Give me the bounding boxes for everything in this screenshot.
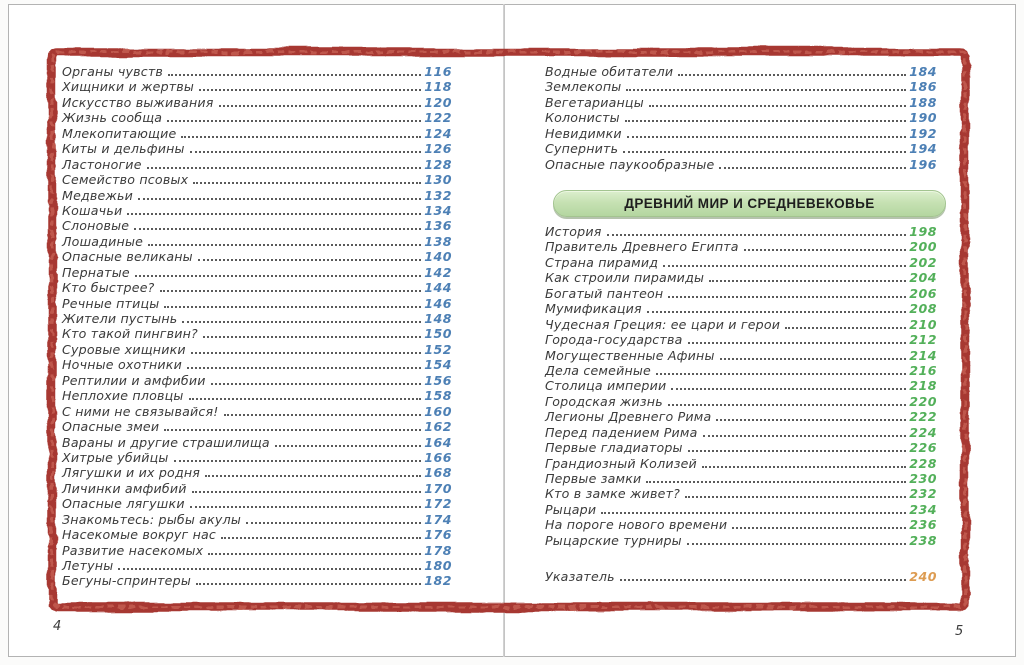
- toc-entry-title: Правитель Древнего Египта: [545, 239, 739, 255]
- toc-entry: [62, 342, 452, 357]
- toc-entry-title: Лягушки и их родня: [62, 465, 201, 481]
- toc-entry-page: 222: [909, 409, 937, 425]
- toc-entry-title: Бегуны-спринтеры: [62, 573, 191, 589]
- dot-leader: [190, 151, 422, 153]
- toc-entry-page: 182: [424, 573, 452, 589]
- toc-entry: [545, 517, 937, 532]
- toc-entry: [62, 141, 452, 156]
- toc-entry-title: Как строили пирамиды: [545, 270, 705, 286]
- toc-entry-title: Города-государства: [545, 332, 683, 348]
- dot-leader: [187, 367, 421, 369]
- toc-entry-page: 124: [424, 125, 452, 141]
- dot-leader: [275, 445, 421, 447]
- toc-list-right-top: [545, 64, 937, 172]
- toc-entry: [62, 95, 452, 110]
- toc-entry-title: Указатель: [545, 569, 615, 584]
- toc-entry: [545, 95, 937, 110]
- dot-leader: [688, 342, 907, 344]
- toc-entry-page: 132: [424, 187, 452, 203]
- toc-entry-page: 156: [424, 372, 452, 388]
- dot-leader: [174, 460, 422, 462]
- toc-entry-page: 116: [424, 64, 452, 79]
- toc-entry: [545, 456, 937, 471]
- toc-entry-title: Суровые хищники: [62, 341, 186, 357]
- toc-entry-title: Дела семейные: [545, 362, 651, 378]
- toc-entry-title: Ластоногие: [62, 156, 142, 172]
- toc-entry: [62, 280, 452, 295]
- toc-entry-page: 178: [424, 542, 452, 558]
- dot-leader: [678, 74, 906, 76]
- toc-entry-page: 204: [909, 270, 937, 286]
- toc-entry-page: 180: [424, 558, 452, 573]
- toc-entry-page: 198: [909, 224, 937, 239]
- dot-leader: [709, 280, 906, 282]
- toc-entry-page: 128: [424, 156, 452, 172]
- dot-leader: [601, 512, 906, 514]
- dot-leader: [135, 275, 421, 277]
- toc-entry-title: Рыцарские турниры: [545, 532, 682, 548]
- toc-entry-page: 226: [909, 440, 937, 456]
- dot-leader: [148, 244, 421, 246]
- dot-leader: [647, 311, 906, 313]
- toc-entry-title: Органы чувств: [62, 64, 164, 79]
- toc-entry-title: Землекопы: [545, 79, 622, 95]
- toc-entry-title: Опасные великаны: [62, 249, 193, 265]
- toc-entry-page: 148: [424, 311, 452, 326]
- toc-entry-page: 142: [424, 264, 452, 280]
- toc-entry: [62, 496, 452, 511]
- toc-entry: [62, 157, 452, 172]
- dot-leader: [203, 336, 421, 338]
- toc-entry-title: Вараны и другие страшилища: [62, 434, 270, 450]
- toc-entry: [545, 79, 937, 94]
- toc-entry: [545, 569, 937, 584]
- toc-entry-page: 190: [909, 110, 937, 126]
- dot-leader: [211, 383, 422, 385]
- toc-entry-page: 192: [909, 125, 937, 141]
- dot-leader: [219, 105, 422, 107]
- toc-entry-title: Неплохие пловцы: [62, 388, 184, 404]
- toc-entry-page: 134: [424, 202, 452, 218]
- toc-entry: [62, 435, 452, 450]
- toc-entry-page: 186: [909, 79, 937, 95]
- toc-entry-page: 136: [424, 218, 452, 234]
- toc-entry-title: Кто такой пингвин?: [62, 326, 198, 342]
- toc-entry: [62, 188, 452, 203]
- dot-leader: [649, 105, 906, 107]
- folio-right: 5: [955, 624, 964, 639]
- toc-entry-page: 160: [424, 403, 452, 419]
- toc-entry: [62, 64, 452, 79]
- toc-entry-page: 174: [424, 511, 452, 527]
- dot-leader: [626, 89, 906, 91]
- toc-entry-page: 206: [909, 285, 937, 301]
- toc-entry-page: 154: [424, 357, 452, 373]
- toc-entry-title: Хитрые убийцы: [62, 449, 169, 465]
- toc-entry-title: Жители пустынь: [62, 311, 178, 326]
- toc-entry: [62, 249, 452, 264]
- toc-entry: [545, 378, 937, 393]
- toc-entry-page: 238: [909, 532, 937, 548]
- toc-entry-title: Супернить: [545, 141, 619, 157]
- toc-entry-title: Грандиозный Колизей: [545, 455, 697, 471]
- toc-entry: [545, 270, 937, 285]
- toc-entry-title: История: [545, 224, 602, 239]
- toc-entry: [545, 157, 937, 172]
- toc-list-left: [62, 64, 452, 589]
- toc-entry-page: 234: [909, 501, 937, 517]
- toc-entry-title: Невидимки: [545, 125, 622, 141]
- dot-leader: [192, 491, 422, 493]
- dot-leader: [199, 89, 421, 91]
- toc-entry-title: Рыцари: [545, 501, 597, 517]
- toc-entry-page: 118: [424, 79, 452, 95]
- toc-entry-title: Колонисты: [545, 110, 620, 126]
- toc-entry-title: Летуны: [62, 558, 114, 573]
- toc-entry-title: Первые гладиаторы: [545, 440, 683, 456]
- toc-entry: [62, 450, 452, 465]
- toc-entry-title: Богатый пантеон: [545, 285, 664, 301]
- toc-entry-title: Насекомые вокруг нас: [62, 527, 217, 543]
- toc-entry-title: Могущественные Афины: [545, 347, 715, 363]
- toc-entry: [62, 126, 452, 141]
- toc-entry-page: 220: [909, 393, 937, 409]
- toc-entry: [62, 203, 452, 218]
- toc-entry-title: Водные обитатели: [545, 64, 674, 79]
- dot-leader: [623, 151, 906, 153]
- toc-entry-title: Лошадиные: [62, 233, 144, 249]
- dot-leader: [127, 213, 421, 215]
- dot-leader: [720, 358, 907, 360]
- toc-entry-title: Медвежьи: [62, 187, 134, 203]
- toc-entry: [62, 573, 452, 588]
- toc-entry-page: 230: [909, 471, 937, 486]
- toc-entry-page: 170: [424, 480, 452, 496]
- toc-entry-title: Вегетарианцы: [545, 94, 644, 110]
- toc-entry: [62, 79, 452, 94]
- toc-entry-page: 130: [424, 172, 452, 188]
- toc-entry-page: 150: [424, 326, 452, 342]
- toc-entry-title: Развитие насекомых: [62, 542, 204, 558]
- dot-leader: [719, 167, 906, 169]
- toc-entry-page: 122: [424, 110, 452, 126]
- toc-entry: [545, 409, 937, 424]
- toc-entry: [62, 512, 452, 527]
- dot-leader: [193, 182, 421, 184]
- toc-entry-page: 224: [909, 424, 937, 440]
- dot-leader: [181, 136, 421, 138]
- toc-entry: [62, 172, 452, 187]
- toc-entry-title: Страна пирамид: [545, 254, 659, 270]
- toc-entry-title: Речные птицы: [62, 295, 160, 311]
- dot-leader: [785, 327, 906, 329]
- toc-entry-page: 184: [909, 64, 937, 79]
- toc-entry: [545, 471, 937, 486]
- toc-entry: [62, 404, 452, 419]
- toc-entry-page: 202: [909, 254, 937, 270]
- toc-entry: [545, 286, 937, 301]
- toc-entry-title: Ночные охотники: [62, 357, 182, 373]
- toc-entry-page: 188: [909, 94, 937, 110]
- toc-entry: [545, 141, 937, 156]
- toc-entry-page: 208: [909, 301, 937, 317]
- toc-entry-title: С ними не связывайся!: [62, 403, 219, 419]
- toc-entry: [545, 332, 937, 347]
- dot-leader: [189, 398, 422, 400]
- toc-entry-page: 120: [424, 94, 452, 110]
- toc-entry: [62, 419, 452, 434]
- toc-entry: [62, 311, 452, 326]
- toc-entry-title: Личинки амфибий: [62, 480, 187, 496]
- toc-entry-title: Столица империи: [545, 378, 667, 394]
- toc-entry: [62, 110, 452, 125]
- toc-entry-page: 176: [424, 527, 452, 543]
- dot-leader: [221, 537, 421, 539]
- toc-entry-page: 236: [909, 517, 937, 533]
- dot-leader: [744, 249, 906, 251]
- dot-leader: [246, 522, 421, 524]
- toc-entry-page: 200: [909, 239, 937, 255]
- toc-entry: [545, 64, 937, 79]
- toc-entry-title: Слоновые: [62, 218, 130, 234]
- dot-leader: [196, 583, 421, 585]
- dot-leader: [703, 435, 907, 437]
- dot-leader: [668, 404, 906, 406]
- dot-leader: [224, 414, 422, 416]
- toc-entry-title: Киты и дельфины: [62, 141, 185, 157]
- dot-leader: [164, 306, 421, 308]
- toc-entry: [545, 533, 937, 548]
- toc-entry-page: 216: [909, 362, 937, 378]
- toc-entry-page: 228: [909, 455, 937, 471]
- toc-entry: [545, 486, 937, 501]
- toc-entry-title: Млекопитающие: [62, 125, 177, 141]
- toc-entry-title: Пернатые: [62, 264, 130, 280]
- dot-leader: [164, 429, 421, 431]
- toc-entry-title: Чудесная Греция: ее цари и герои: [545, 316, 781, 332]
- dot-leader: [167, 120, 421, 122]
- toc-entry-title: Городская жизнь: [545, 393, 663, 409]
- dot-leader: [716, 419, 906, 421]
- toc-entry: [545, 224, 937, 239]
- folio-left: 4: [53, 619, 62, 634]
- dot-leader: [190, 506, 421, 508]
- toc-entry: [545, 394, 937, 409]
- toc-entry-title: Искусство выживания: [62, 94, 214, 110]
- dot-leader: [182, 321, 421, 323]
- toc-entry-title: Знакомьтесь: рыбы акулы: [62, 511, 241, 527]
- dot-leader: [688, 450, 907, 452]
- toc-entry: [545, 363, 937, 378]
- toc-entry-page: 158: [424, 388, 452, 404]
- page-fold: [503, 4, 505, 657]
- toc-entry-title: Рептилии и амфибии: [62, 372, 206, 388]
- toc-entry-page: 232: [909, 486, 937, 502]
- dot-leader: [118, 568, 421, 570]
- toc-entry: [545, 317, 937, 332]
- toc-entry-title: Жизнь сообща: [62, 110, 163, 126]
- toc-entry-title: Перед падением Рима: [545, 424, 698, 440]
- toc-entry: [62, 373, 452, 388]
- toc-entry: [545, 425, 937, 440]
- toc-entry: [62, 388, 452, 403]
- toc-entry: [62, 481, 452, 496]
- toc-entry-page: 168: [424, 465, 452, 481]
- dot-leader: [160, 290, 422, 292]
- dot-leader: [627, 136, 906, 138]
- dot-leader: [134, 228, 421, 230]
- toc-entry-page: 240: [909, 569, 937, 584]
- dot-leader: [625, 120, 906, 122]
- toc-entry-page: 214: [909, 347, 937, 363]
- toc-entry: [545, 502, 937, 517]
- toc-index: [545, 569, 937, 584]
- dot-leader: [671, 388, 906, 390]
- dot-leader: [205, 475, 421, 477]
- dot-leader: [646, 481, 906, 483]
- toc-entry: [545, 126, 937, 141]
- toc-entry-page: 194: [909, 141, 937, 157]
- toc-entry-page: 210: [909, 316, 937, 332]
- dot-leader: [663, 265, 906, 267]
- toc-entry-title: Кто быстрее?: [62, 280, 155, 296]
- toc-entry: [62, 296, 452, 311]
- toc-list-right-section: [545, 224, 937, 548]
- section-header-label: ДРЕВНИЙ МИР И СРЕДНЕВЕКОВЬЕ: [624, 196, 875, 211]
- toc-entry-title: Первые замки: [545, 471, 642, 486]
- toc-entry-page: 218: [909, 378, 937, 394]
- toc-entry-page: 162: [424, 419, 452, 435]
- toc-entry-page: 126: [424, 141, 452, 157]
- dot-leader: [208, 553, 421, 555]
- dot-leader: [168, 74, 421, 76]
- toc-entry: [62, 357, 452, 372]
- toc-entry: [62, 234, 452, 249]
- toc-entry: [62, 465, 452, 480]
- toc-entry-title: Кошачьи: [62, 202, 123, 218]
- toc-entry-title: Семейство псовых: [62, 172, 189, 188]
- dot-leader: [620, 579, 906, 581]
- toc-entry-page: 146: [424, 295, 452, 311]
- toc-entry: [62, 543, 452, 558]
- dot-leader: [732, 527, 906, 529]
- toc-entry: [545, 239, 937, 254]
- toc-entry: [62, 527, 452, 542]
- toc-entry-title: Опасные змеи: [62, 419, 160, 435]
- toc-entry-page: 166: [424, 449, 452, 465]
- toc-entry-title: Хищники и жертвы: [62, 79, 195, 95]
- toc-entry-page: 172: [424, 496, 452, 512]
- toc-entry-title: Опасные лягушки: [62, 496, 185, 512]
- toc-entry-title: Легионы Древнего Рима: [545, 409, 712, 425]
- toc-entry-page: 138: [424, 233, 452, 249]
- dot-leader: [138, 198, 421, 200]
- toc-entry-title: Мумификация: [545, 301, 642, 317]
- dot-leader: [685, 496, 906, 498]
- dot-leader: [702, 466, 906, 468]
- dot-leader: [687, 543, 906, 545]
- section-header: [553, 190, 946, 217]
- toc-entry-page: 152: [424, 341, 452, 357]
- dot-leader: [668, 296, 906, 298]
- dot-leader: [191, 352, 421, 354]
- toc-entry: [62, 558, 452, 573]
- toc-entry: [62, 265, 452, 280]
- toc-entry-page: 164: [424, 434, 452, 450]
- dot-leader: [656, 373, 906, 375]
- toc-entry-title: Опасные паукообразные: [545, 156, 715, 172]
- dot-leader: [607, 234, 907, 236]
- toc-entry-title: На пороге нового времени: [545, 517, 728, 533]
- toc-entry: [62, 218, 452, 233]
- toc-entry-page: 196: [909, 156, 937, 172]
- toc-entry: [545, 440, 937, 455]
- toc-entry: [545, 110, 937, 125]
- dot-leader: [198, 259, 421, 261]
- toc-entry: [545, 348, 937, 363]
- toc-entry: [545, 301, 937, 316]
- toc-entry-page: 212: [909, 332, 937, 348]
- toc-entry-page: 144: [424, 280, 452, 296]
- toc-entry: [545, 255, 937, 270]
- toc-entry: [62, 326, 452, 341]
- toc-entry-title: Кто в замке живет?: [545, 486, 681, 502]
- toc-entry-page: 140: [424, 249, 452, 265]
- dot-leader: [147, 167, 422, 169]
